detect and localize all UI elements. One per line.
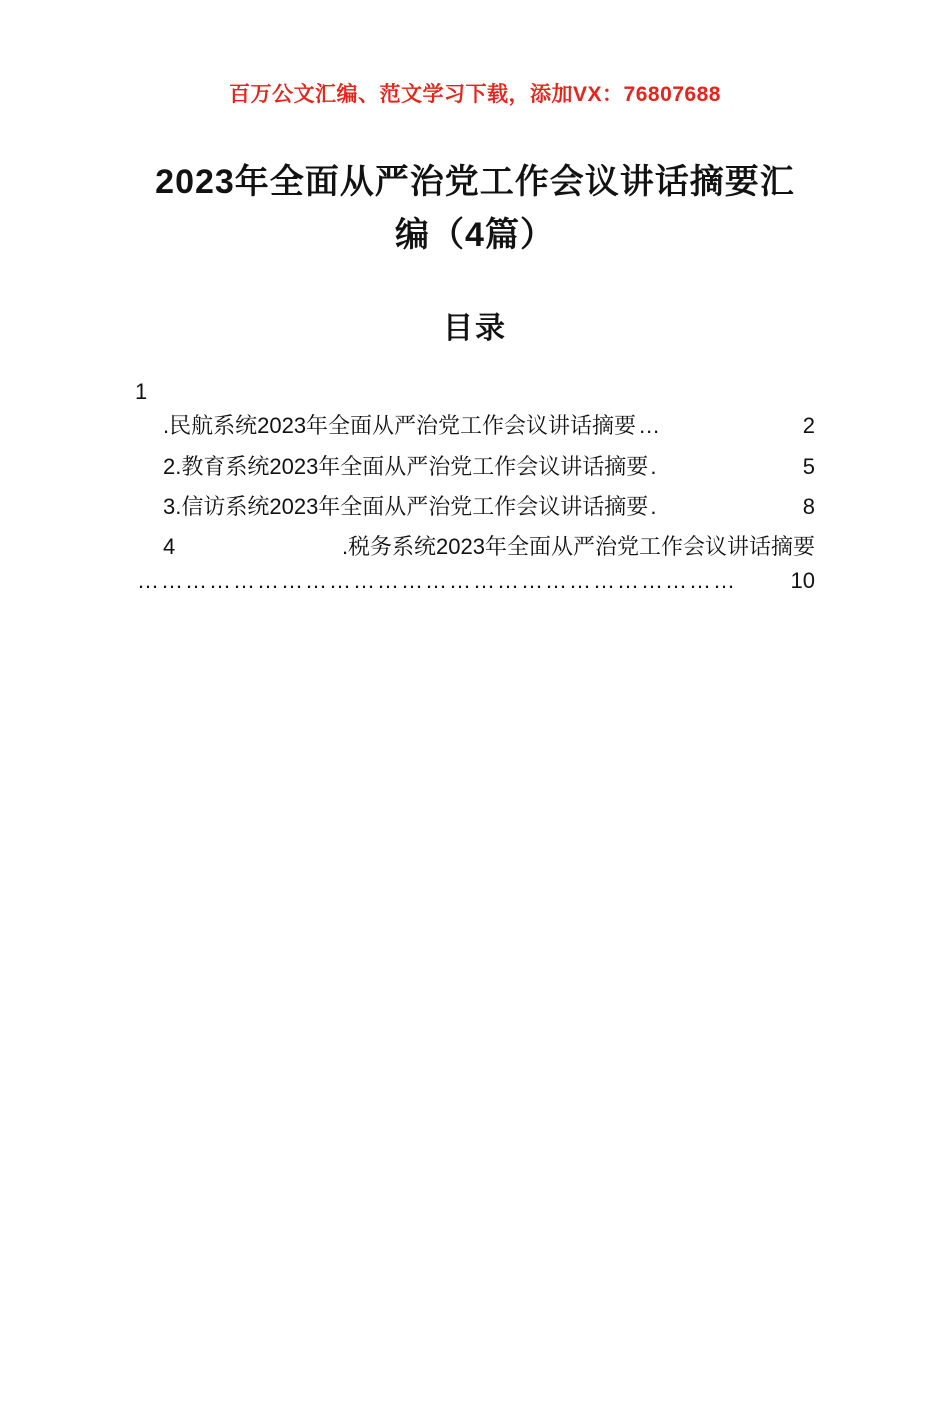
toc-entry-1-dots: … [638, 413, 663, 439]
toc-entry-4-number: 4 [163, 533, 176, 559]
toc-entry-4-label: .税务系统2023年全面从严治党工作会议讲话摘要 [341, 533, 815, 559]
toc-entry-3[interactable] [135, 490, 815, 524]
toc-entry-4[interactable] [135, 530, 815, 598]
toc-entry-2-number: 2 [163, 453, 176, 479]
document-page [0, 78, 950, 1422]
toc-entry-3-number: 3 [163, 493, 176, 519]
toc-entry-2[interactable] [135, 450, 815, 484]
toc-heading: 目录 [443, 312, 507, 346]
toc-entry-3-page: 8 [802, 493, 815, 519]
toc-entry-3-dots: . [650, 493, 659, 519]
toc-entry-4-page: 10 [790, 567, 815, 593]
page-title: 2023年全面从严治党工作会议讲话摘要汇编（4篇） [155, 163, 795, 254]
toc-entry-1-label: .民航系统2023年全面从严治党工作会议讲话摘要 [163, 413, 637, 439]
toc-entry-1-number: 1 [135, 379, 148, 405]
toc-entry-1[interactable] [135, 375, 815, 443]
toc-entry-2-label: .教育系统2023年全面从严治党工作会议讲话摘要 [175, 453, 649, 479]
toc-entry-2-page: 5 [802, 453, 815, 479]
toc-entry-1-page: 2 [802, 413, 815, 439]
toc-entry-2-dots: . [650, 453, 659, 479]
toc-entry-4-dots: ………………………………………………………………… [137, 567, 737, 593]
toc-entry-3-label: .信访系统2023年全面从严治党工作会议讲话摘要 [175, 493, 649, 519]
toc-list [135, 375, 815, 598]
watermark-text: 百万公文汇编、范文学习下载，添加VX：76807688 [229, 83, 721, 106]
